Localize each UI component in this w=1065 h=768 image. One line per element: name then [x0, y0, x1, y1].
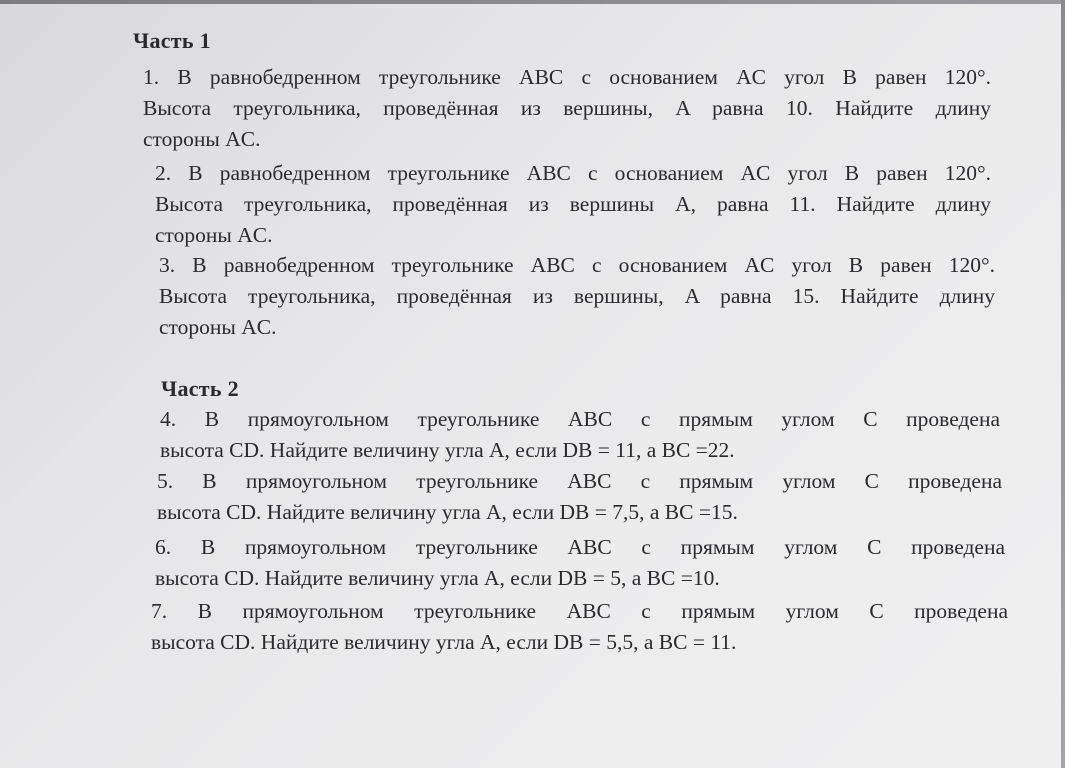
problem-4 [160, 404, 1000, 466]
problem-4-line-2: высота CD. Найдите величину угла A, если DB = 11, а BC =22. [160, 438, 735, 462]
part1-heading: Часть 1 [133, 28, 211, 53]
problem-5-line-1: 5. В прямоугольном треугольнике ABC с прямым углом C проведена [157, 469, 1002, 493]
problem-1-line-2: Высота треугольника, проведённая из вершины, A равна 10. Найдите длину [143, 96, 991, 120]
problem-1-line-1: 1. В равнобедренном треугольнике ABC с основанием AC угол B равен 120°. [143, 65, 991, 89]
problem-3-line-3: стороны AC. [159, 315, 277, 339]
problem-7-line-1: 7. В прямоугольном треугольнике ABC с прямым углом C проведена [151, 599, 1008, 623]
problem-1-line-3: стороны AC. [143, 127, 261, 151]
problem-2-line-1: 2. В равнобедренном треугольнике ABC с основанием AC угол B равен 120°. [155, 161, 991, 185]
problem-4-line-1: 4. В прямоугольном треугольнике ABC с прямым углом C проведена [160, 407, 1000, 431]
problem-2 [155, 158, 991, 251]
part2-heading: Часть 2 [161, 376, 239, 401]
problem-3-line-2: Высота треугольника, проведённая из вершины, A равна 15. Найдите длину [159, 284, 995, 308]
problem-7 [151, 596, 1008, 658]
problem-3-line-1: 3. В равнобедренном треугольнике ABC с основанием AC угол B равен 120°. [159, 253, 995, 277]
problem-6 [155, 532, 1005, 594]
problem-2-line-2: Высота треугольника, проведённая из вершины A, равна 11. Найдите длину [155, 192, 991, 216]
problem-6-line-1: 6. В прямоугольном треугольнике ABC с прямым углом C проведена [155, 535, 1005, 559]
problem-5 [157, 466, 1002, 528]
problem-2-line-3: стороны AC. [155, 223, 273, 247]
problem-3 [159, 250, 995, 343]
problem-5-line-2: высота CD. Найдите величину угла A, если DB = 7,5, а BC =15. [157, 500, 738, 524]
problem-6-line-2: высота CD. Найдите величину угла A, если DB = 5, а BC =10. [155, 566, 720, 590]
problem-7-line-2: высота CD. Найдите величину угла A, если DB = 5,5, а BC = 11. [151, 630, 737, 654]
problem-1 [143, 62, 991, 155]
